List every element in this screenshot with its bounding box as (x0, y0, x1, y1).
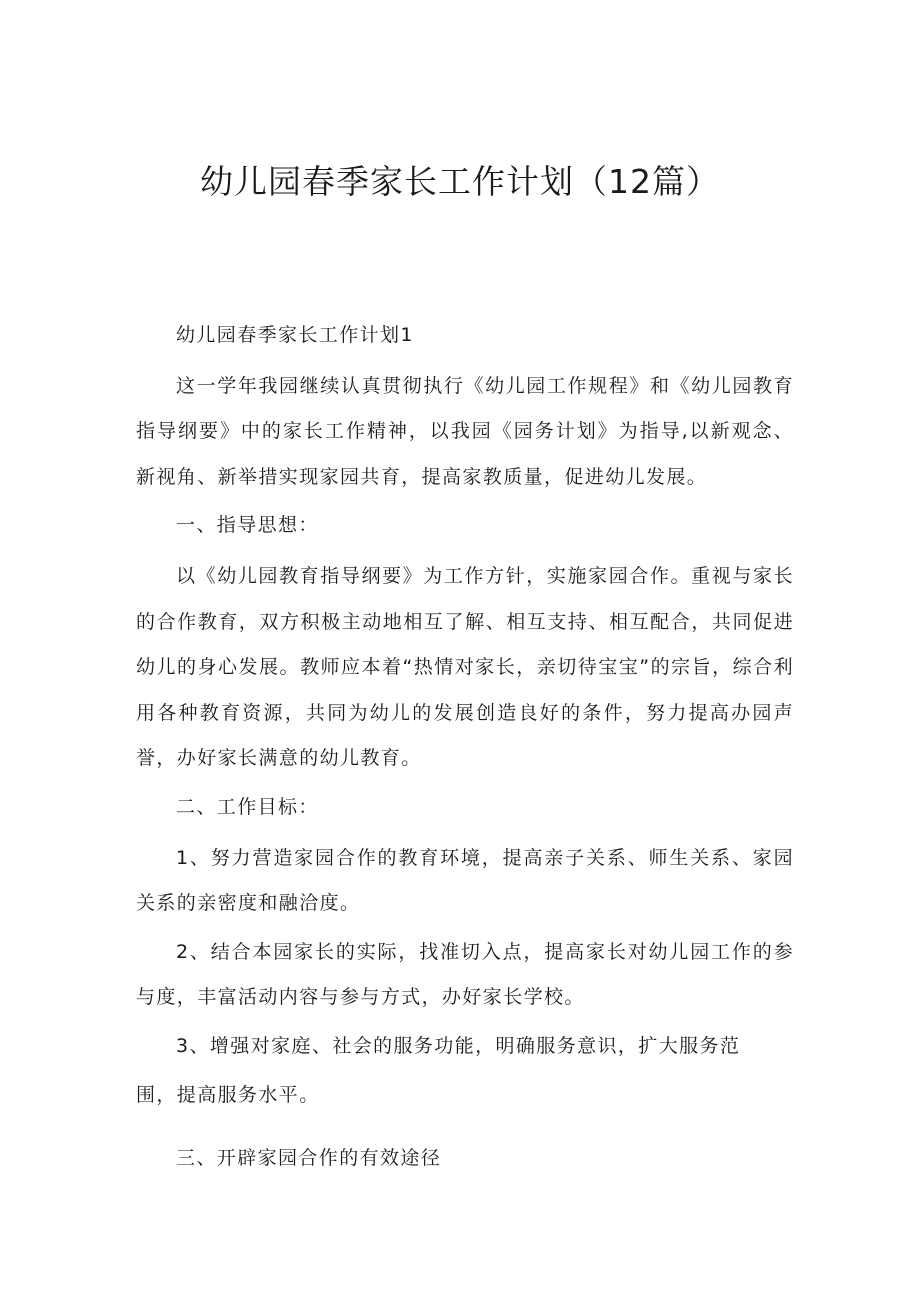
intro-paragraph: 这一学年我园继续认真贯彻执行《幼儿园工作规程》和《幼儿园教育指导纲要》中的家长工作精神，以我园《园务计划》为指导,以新观念、新视角、新举措实现家园共育，提高家教质量，促进幼儿发展。 (136, 374, 794, 488)
section-heading-cooperation-channels: 三、开辟家园合作的有效途径 (176, 1147, 442, 1170)
goal-item-1: 1、努力营造家园合作的教育环境，提高亲子关系、师生关系、家园关系的亲密度和融洽度。 (136, 846, 794, 915)
section-subtitle: 幼儿园春季家长工作计划1 (176, 324, 414, 346)
section-heading-guiding-ideology: 一、指导思想： (176, 514, 319, 537)
goal-item-3-continued: 围，提高服务水平。 (136, 1083, 320, 1106)
section-heading-work-goals: 二、工作目标： (176, 795, 319, 818)
document-title: 幼儿园春季家长工作计划（12篇） (200, 162, 720, 201)
goal-item-2: 2、结合本园家长的实际，找准切入点，提高家长对幼儿园工作的参与度，丰富活动内容与参与方式，办好家长学校。 (136, 940, 794, 1009)
goal-item-3: 3、增强对家庭、社会的服务功能，明确服务意识，扩大服务范 (176, 1034, 741, 1057)
guiding-ideology-paragraph: 以《幼儿园教育指导纲要》为工作方针，实施家园合作。重视与家长的合作教育，双方积极主动地相互了解、相互支持、相互配合，共同促进幼儿的身心发展。教师应本着“热情对家长，亲切待宝宝”的宗旨，综合利用各种教育资源，共同为幼儿的发展创造良好的条件，努力提高办园声誉，办好家长满意的幼儿教育。 (136, 564, 794, 770)
document-body (136, 313, 794, 1185)
